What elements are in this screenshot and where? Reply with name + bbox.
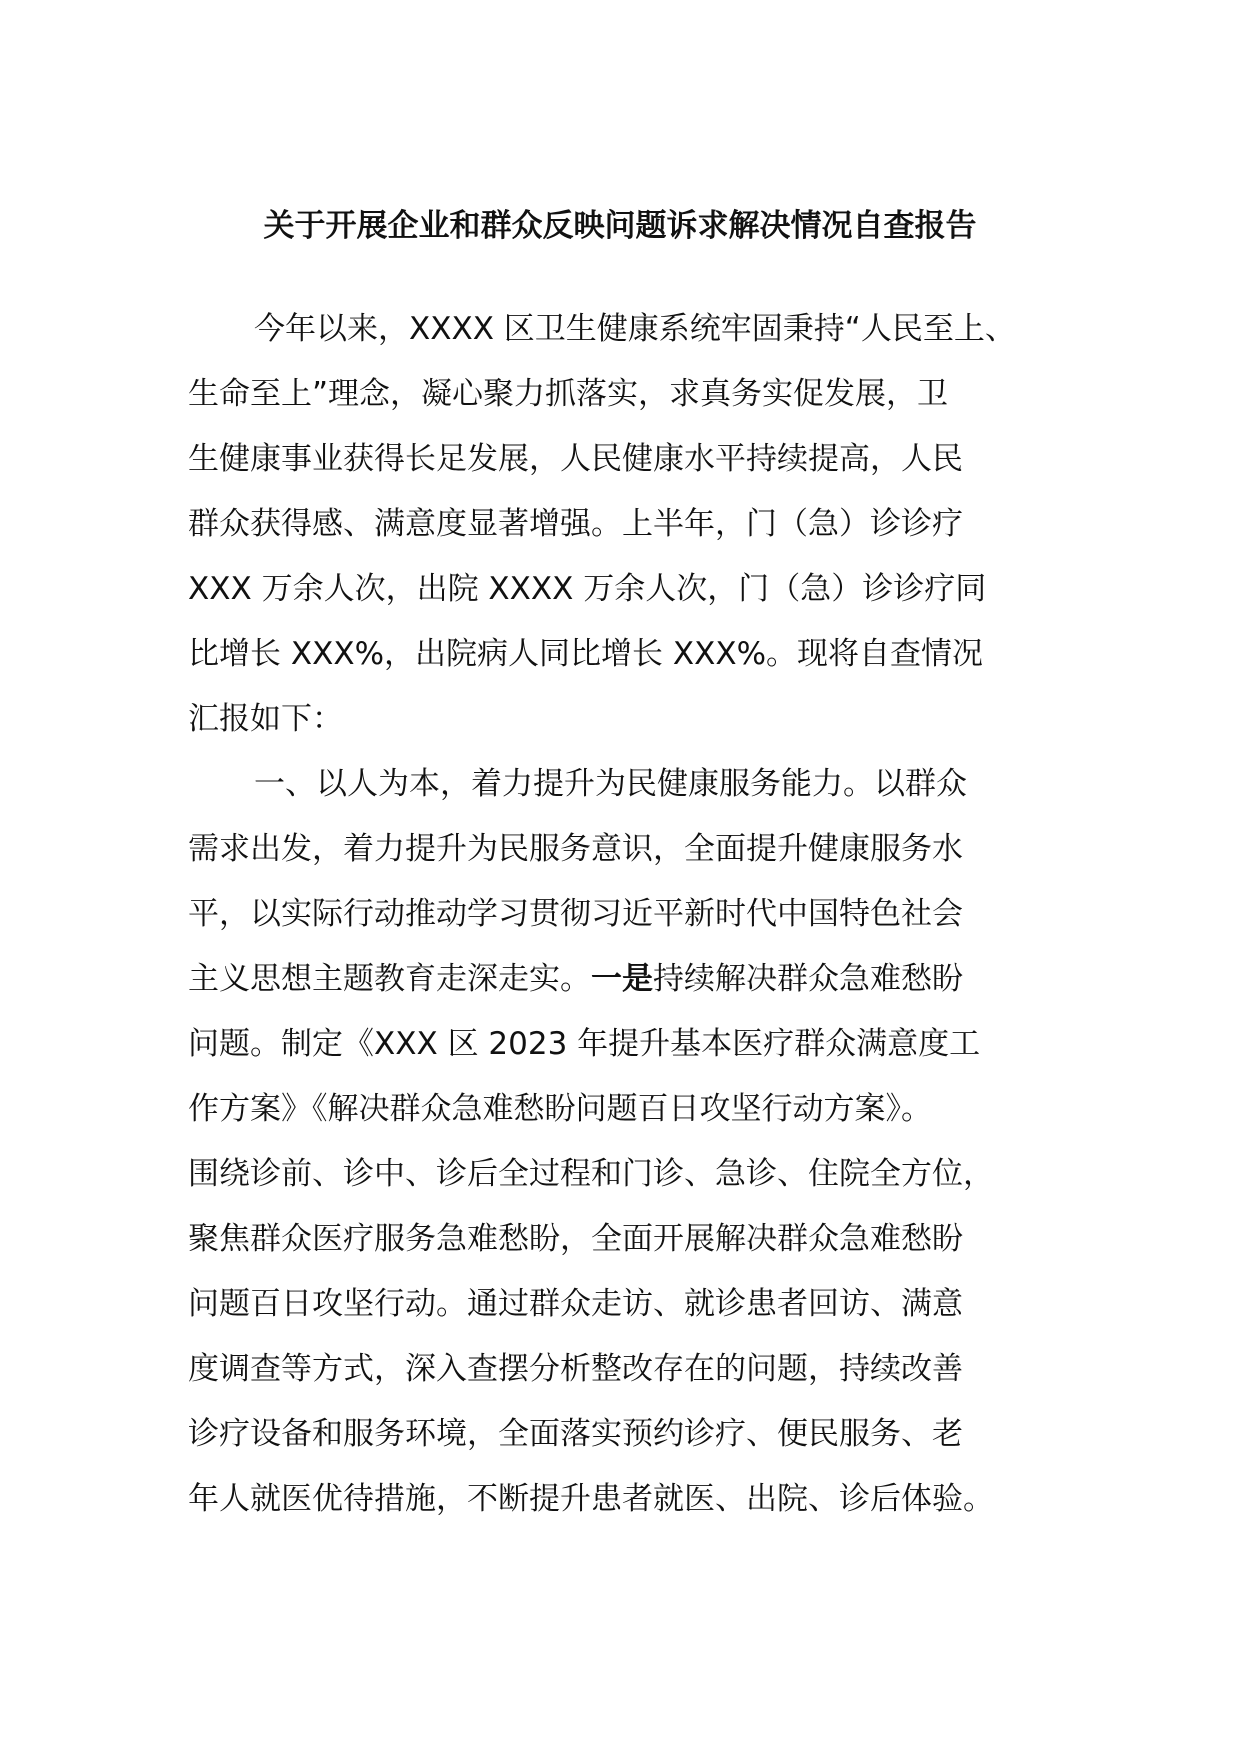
paragraph-1-line-6: 比增长 XXX%，出院病人同比增长 XXX%。现将自查情况 (188, 636, 984, 672)
paragraph-1-line-5: XXX 万余人次，出院 XXXX 万余人次，门（急）诊诊疗同 (188, 571, 987, 607)
paragraph-2-line-11: 诊疗设备和服务环境，全面落实预约诊疗、便民服务、老 (188, 1416, 963, 1452)
paragraph-2-line-9: 问题百日攻坚行动。通过群众走访、就诊患者回访、满意 (188, 1286, 963, 1322)
paragraph-1-line-3: 生健康事业获得长足发展，人民健康水平持续提高，人民 (188, 441, 963, 477)
paragraph-2-line-6: 作方案》《解决群众急难愁盼问题百日攻坚行动方案》。 (188, 1091, 932, 1127)
paragraph-2-line-2: 需求出发，着力提升为民服务意识，全面提升健康服务水 (188, 831, 963, 867)
document-title: 关于开展企业和群众反映问题诉求解决情况自查报告 (263, 208, 977, 244)
paragraph-2-line-1: 一、以人为本，着力提升为民健康服务能力。以群众 (254, 766, 967, 802)
paragraph-2-line-12: 年人就医优待措施，不断提升患者就医、出院、诊后体验。 (188, 1481, 994, 1517)
paragraph-2-line-3: 平，以实际行动推动学习贯彻习近平新时代中国特色社会 (188, 896, 963, 932)
paragraph-2-line-8: 聚焦群众医疗服务急难愁盼，全面开展解决群众急难愁盼 (188, 1221, 963, 1257)
bold-emphasis-first: 一是 (591, 961, 653, 997)
paragraph-1-line-7: 汇报如下： (188, 701, 343, 737)
paragraph-2-line-5: 问题。制定《XXX 区 2023 年提升基本医疗群众满意度工 (188, 1026, 981, 1062)
paragraph-1-line-1: 今年以来，XXXX 区卫生健康系统牢固秉持“人民至上、 (254, 311, 1016, 347)
paragraph-2-line-4-end: 持续解决群众急难愁盼 (653, 961, 963, 997)
paragraph-2-line-4-start: 主义思想主题教育走深走实。 (188, 961, 591, 997)
paragraph-2-line-7: 围绕诊前、诊中、诊后全过程和门诊、急诊、住院全方位， (188, 1156, 994, 1192)
paragraph-1-line-4: 群众获得感、满意度显著增强。上半年，门（急）诊诊疗 (188, 506, 963, 542)
paragraph-1-line-2: 生命至上”理念，凝心聚力抓落实，求真务实促发展，卫 (188, 376, 949, 412)
paragraph-2-line-10: 度调查等方式，深入查摆分析整改存在的问题，持续改善 (188, 1351, 963, 1387)
paragraph-2-line-4 (188, 959, 963, 999)
